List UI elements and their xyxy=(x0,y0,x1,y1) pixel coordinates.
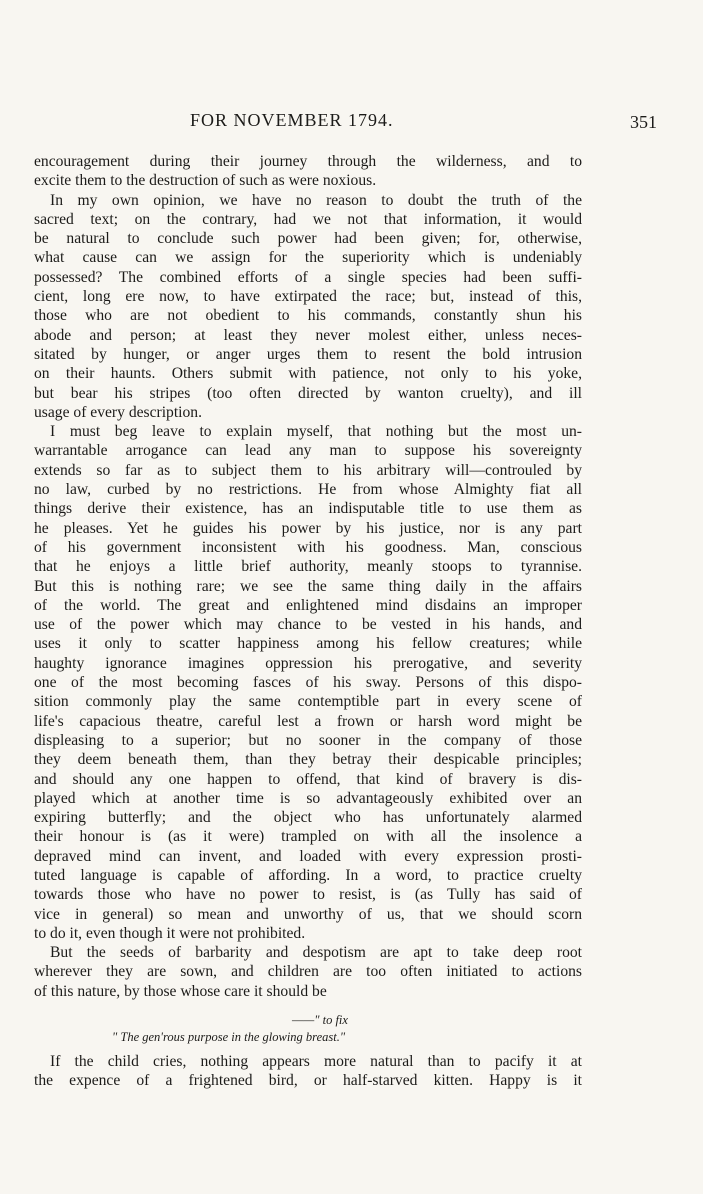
text-line: be natural to conclude such power had been given; for, otherwise, xyxy=(34,230,582,248)
text-line: wherever they are sown, and children are too often initiated to actions xyxy=(34,963,582,981)
text-line: use of the power which may chance to be vested in his hands, and xyxy=(34,616,582,634)
text-line: sacred text; on the contrary, had we not that information, it would xyxy=(34,210,582,228)
text-line: usage of every description. xyxy=(34,403,203,421)
text-line: of the world. The great and enlightened mind disdains an improper xyxy=(34,596,582,614)
text-line: played which at another time is so advantageously exhibited over an xyxy=(34,789,582,807)
text-line: possessed? The combined efforts of a single species had been suffi- xyxy=(34,268,582,286)
text-line: depraved mind can invent, and loaded with every expression prosti- xyxy=(34,847,582,865)
text-line: but bear his stripes (too often directed by wanton cruelty), and ill xyxy=(34,384,582,402)
text-line: extends so far as to subject them to his arbitrary will—controuled by xyxy=(34,461,582,479)
text-line: sition commonly play the same contemptible part in every scene of xyxy=(34,693,582,711)
text-line: to do it, even though it were not prohibited. xyxy=(34,924,306,942)
text-line: the expence of a frightened bird, or half-starved kitten. Happy is it xyxy=(34,1072,582,1090)
quote-line: ——" to fix xyxy=(292,1013,348,1027)
text-line: and should any one happen to offend, that kind of bravery is dis- xyxy=(34,770,582,788)
text-line: But the seeds of barbarity and despotism are apt to take deep root xyxy=(50,944,582,962)
text-line: In my own opinion, we have no reason to doubt the truth of the xyxy=(50,191,582,209)
text-line: one of the most becoming fasces of his sway. Persons of this dispo- xyxy=(34,674,582,692)
text-line: expiring butterfly; and the object who has unfortunately alarmed xyxy=(34,809,582,827)
text-line: their honour is (as it were) trampled on with all the insolence a xyxy=(34,828,582,846)
text-line: abode and person; at least they never molest either, unless neces- xyxy=(34,326,582,344)
text-line: excite them to the destruction of such as were noxious. xyxy=(34,172,377,190)
page-header xyxy=(0,110,703,140)
text-line: vice in general) so mean and unworthy of us, that we should scorn xyxy=(34,905,582,923)
text-line: no law, curbed by no restrictions. He from whose Almighty fiat all xyxy=(34,481,582,499)
text-line: those who are not obedient to his commands, constantly shun his xyxy=(34,307,582,325)
text-line: cient, long ere now, to have extirpated the race; but, instead of this, xyxy=(34,288,582,306)
paragraph xyxy=(34,943,582,1001)
text-line: haughty ignorance imagines oppression his prerogative, and severity xyxy=(34,654,582,672)
text-line: warrantable arrogance can lead any man to suppose his sovereignty xyxy=(34,442,582,460)
text-line: of this nature, by those whose care it should be xyxy=(34,982,327,1000)
text-line: encouragement during their journey through the wilderness, and to xyxy=(34,153,582,170)
paragraph xyxy=(34,191,582,423)
text-line: of his government inconsistent with his goodness. Man, conscious xyxy=(34,538,582,556)
paragraph xyxy=(34,152,582,191)
text-line: sitated by hunger, or anger urges them to resent the bold intrusion xyxy=(34,345,582,363)
text-line: If the child cries, nothing appears more natural than to pacify it at xyxy=(50,1053,582,1070)
quote-line: " The gen'rous purpose in the glowing breast." xyxy=(112,1030,346,1044)
text-line: on their haunts. Others submit with patience, not only to his yoke, xyxy=(34,365,582,383)
text-line: they deem beneath them, than they betray their despicable principles; xyxy=(34,751,582,769)
text-line: uses it only to scatter happiness among his fellow creatures; while xyxy=(34,635,582,653)
text-line: things derive their existence, has an indisputable title to use them as xyxy=(34,500,582,518)
running-title: FOR NOVEMBER 1794. xyxy=(190,110,394,130)
verse-quotation xyxy=(34,1012,582,1046)
text-line: I must beg leave to explain myself, that nothing but the most un- xyxy=(50,423,582,441)
body-text xyxy=(34,152,582,1001)
text-line: tuted language is capable of affording. In a word, to practice cruelty xyxy=(34,866,582,884)
text-line: he pleases. Yet he guides his power by his justice, nor is any part xyxy=(34,519,582,537)
text-line: displeasing to a superior; but no sooner in the company of those xyxy=(34,731,582,749)
closing-paragraph xyxy=(34,1052,582,1091)
text-line: But this is nothing rare; we see the same thing daily in the affairs xyxy=(34,577,582,595)
text-line: life's capacious theatre, careful lest a frown or harsh word might be xyxy=(34,712,582,730)
text-line: that he enjoys a little brief authority, meanly stoops to tyrannise. xyxy=(34,558,582,576)
text-line: what cause can we assign for the superiority which is undeniably xyxy=(34,249,582,267)
page-number: 351 xyxy=(630,112,657,132)
paragraph xyxy=(34,422,582,943)
text-line: towards those who have no power to resist, is (as Tully has said of xyxy=(34,886,582,904)
